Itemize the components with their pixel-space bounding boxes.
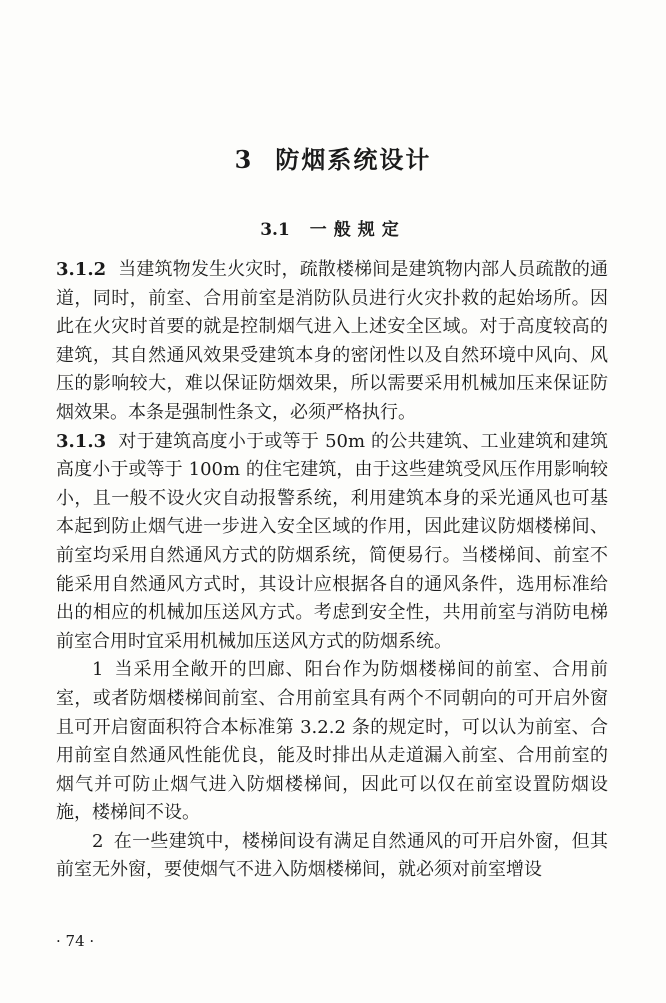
item-2 xyxy=(56,828,608,885)
clause-3-1-3 xyxy=(56,428,608,657)
chapter-title xyxy=(0,140,666,175)
section-title-text: 一般规定 xyxy=(309,220,406,240)
item-text: 当采用全敞开的凹廊、阳台作为防烟楼梯间的前室、合用前室，或者防烟楼梯间前室、合用前室具有两个不同朝向的可开启外窗且可开启窗面积符合本标准第 3.2.2 条的规定时，可以认为前室、合用前室自然通风性能优良，能及时排出从走道漏入前室、合用前室的烟气并可防止烟气进入防烟楼梯间，因此可以仅在前室设置防烟设施，楼梯间不设。 xyxy=(56,659,608,824)
section-title xyxy=(0,215,666,240)
item-1 xyxy=(56,656,608,828)
chapter-title-text: 防烟系统设计 xyxy=(275,145,432,174)
clause-text: 当建筑物发生火灾时，疏散楼梯间是建筑物内部人员疏散的通道，同时，前室、合用前室是消防队员进行火灾扑救的起始场所。因此在火灾时首要的就是控制烟气进入上述安全区域。对于高度较高的建筑，其自然通风效果受建筑本身的密闭性以及自然环境中风向、风压的影响较大，难以保证防烟效果，所以需要采用机械加压来保证防烟效果。本条是强制性条文，必须严格执行。 xyxy=(56,259,608,423)
section-number: 3.1 xyxy=(260,220,290,240)
clause-text: 对于建筑高度小于或等于 50m 的公共建筑、工业建筑和建筑高度小于或等于 100m 的住宅建筑，由于这些建筑受风压作用影响较小，且一般不设火灾自动报警系统，利用建筑本身的采光通风也可基本起到防止烟气进一步进入安全区域的作用，因此建议防烟楼梯间、前室均采用自然通风方式的防烟系统，简便易行。当楼梯间、前室不能采用自然通风方式时，其设计应根据各自的通风条件，选用标准给出的相应的机械加压送风方式。考虑到安全性，共用前室与消防电梯前室合用时宜采用机械加压送风方式的防烟系统。 xyxy=(56,430,608,652)
item-number: 1 xyxy=(92,659,104,681)
clause-number: 3.1.3 xyxy=(56,430,107,452)
item-text: 在一些建筑中，楼梯间设有满足自然通风的可开启外窗，但其前室无外窗，要使烟气不进入防烟楼梯间，就必须对前室增设 xyxy=(56,830,608,881)
clause-number: 3.1.2 xyxy=(56,259,107,280)
body-text xyxy=(56,256,608,885)
clause-3-1-2 xyxy=(56,256,608,428)
item-number: 2 xyxy=(92,830,104,852)
chapter-number: 3 xyxy=(234,145,254,174)
page-number: · 74 · xyxy=(56,932,95,950)
